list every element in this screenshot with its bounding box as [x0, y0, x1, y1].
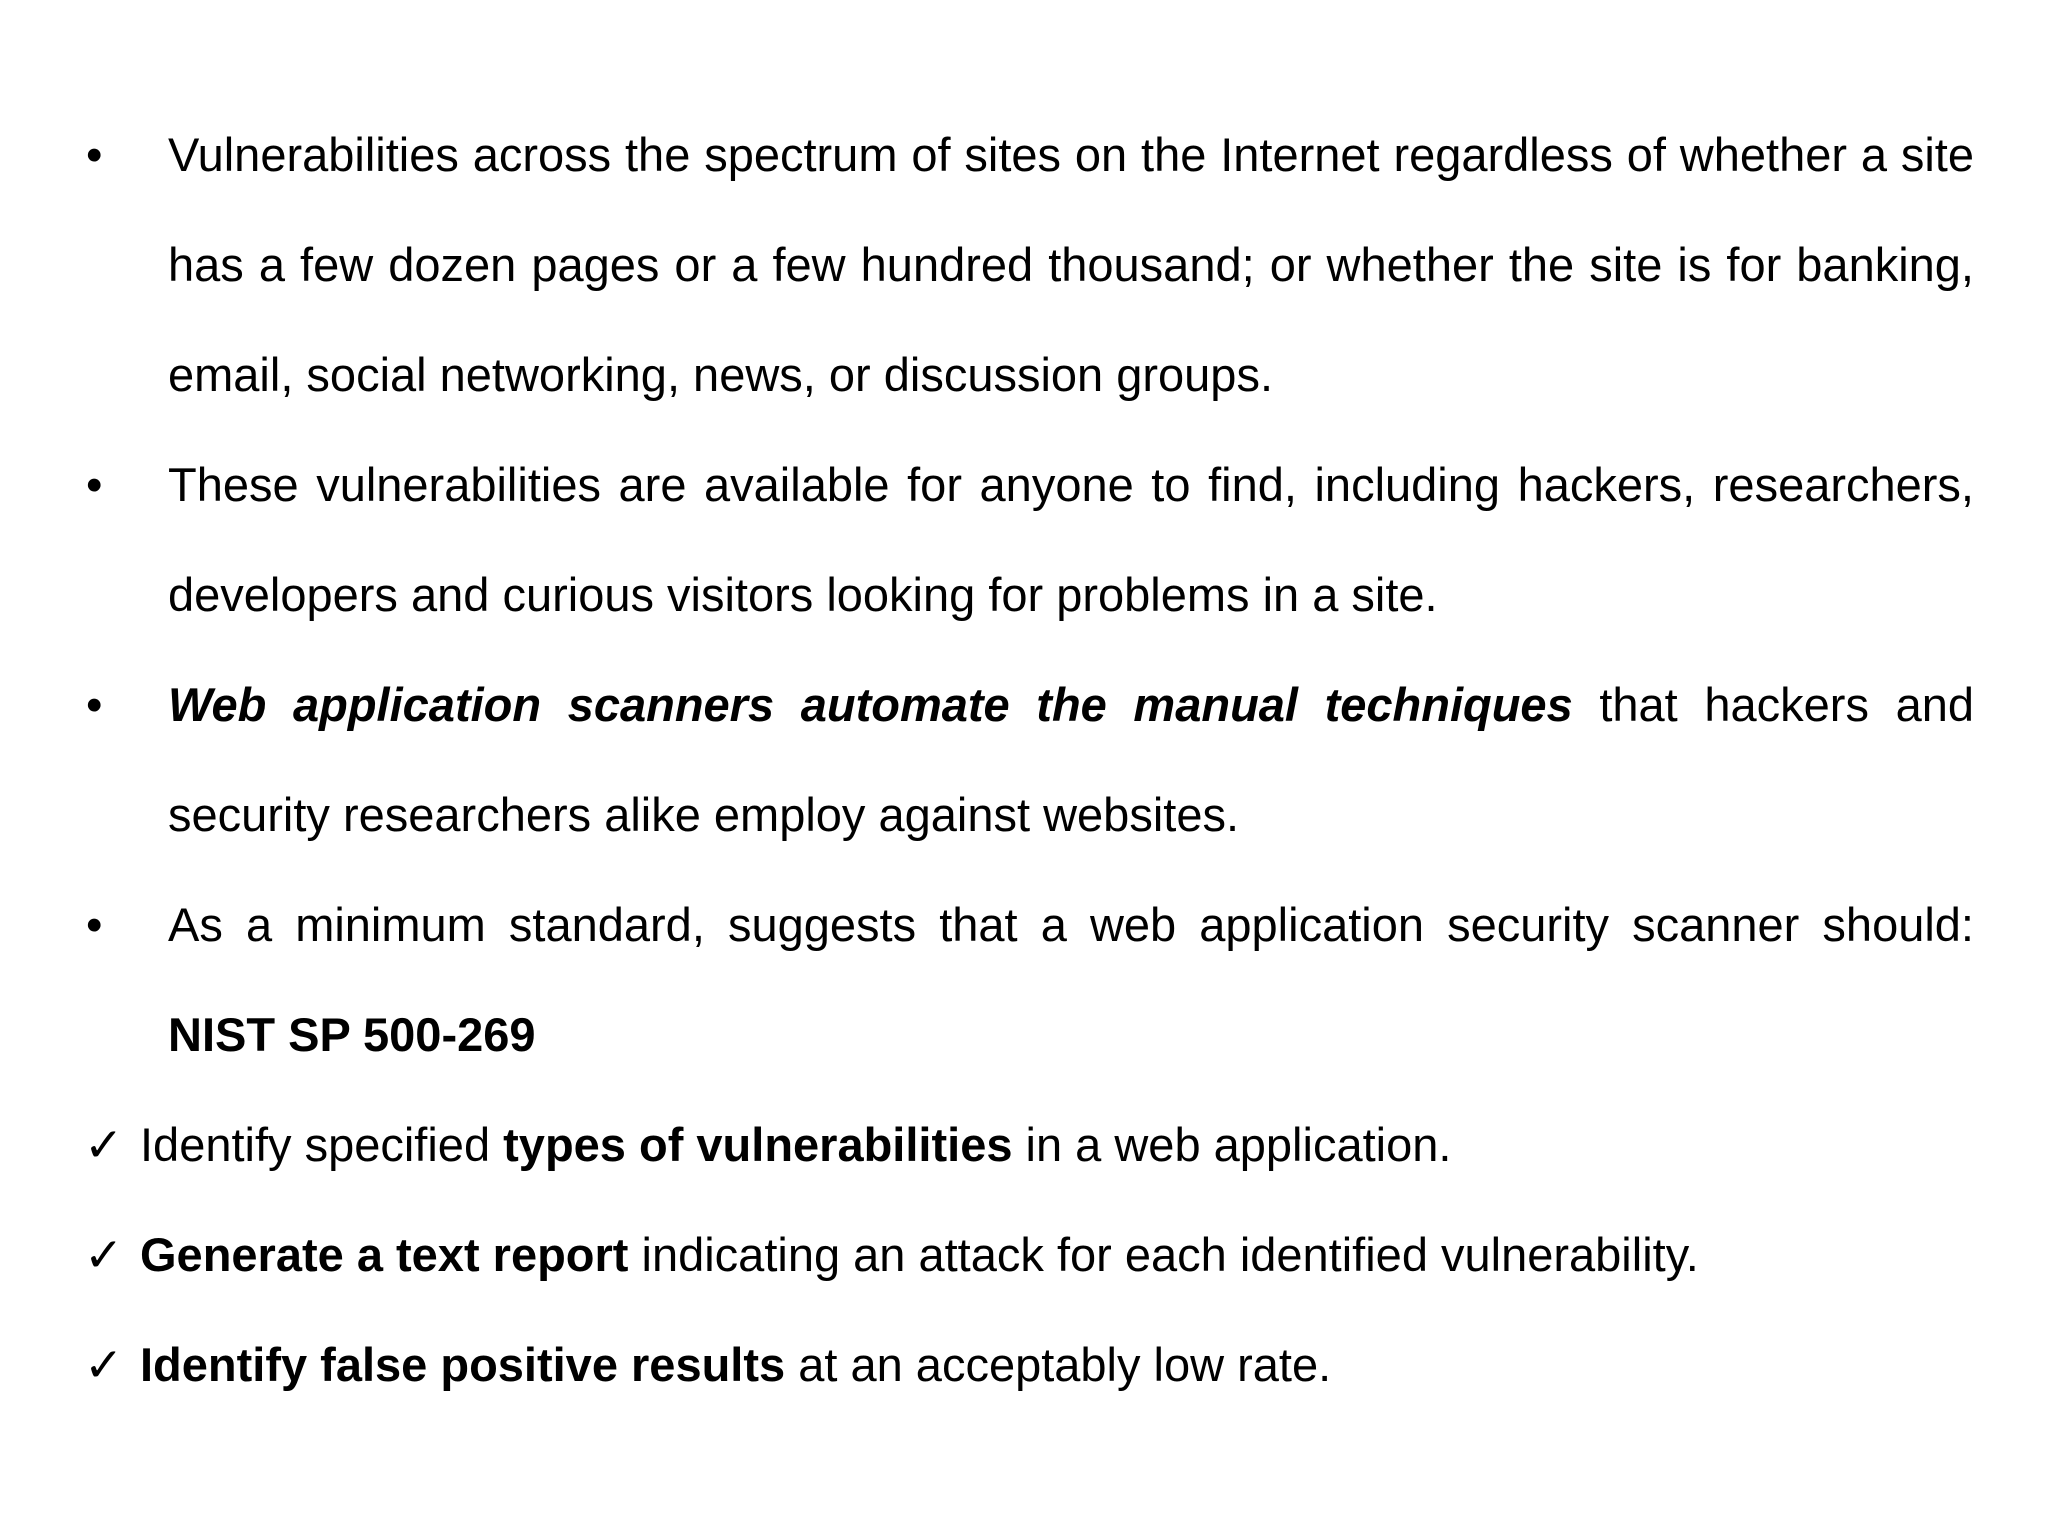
bullet-item: [84, 870, 1974, 1090]
bullet-text: that hackers and security researchers alike employ against websites.: [168, 678, 1974, 841]
bullet-text: Vulnerabilities across the spectrum of sites on the Internet regardless of whether a site has a few dozen pages or a few hundred thousand; or whether the site is for banking, email, social networking, news, or discussion groups.: [168, 128, 1974, 401]
check-icon: ✓: [84, 1338, 124, 1391]
check-text-post: indicating an attack for each identified vulnerability.: [628, 1228, 1699, 1281]
check-text-post: at an acceptably low rate.: [785, 1338, 1332, 1391]
bullet-icon: •: [86, 898, 103, 951]
check-text-strong: types of vulnerabilities: [503, 1118, 1013, 1171]
bullet-text: These vulnerabilities are available for anyone to find, including hackers, researchers, developers and curious visitors looking for problems in a site.: [168, 458, 1974, 621]
check-icon: ✓: [84, 1228, 124, 1281]
bullet-emphasis: Web application scanners automate the manual techniques: [168, 678, 1573, 731]
check-item: [84, 1090, 1974, 1200]
bullet-item: [84, 650, 1974, 870]
bullet-icon: •: [86, 128, 103, 181]
standard-reference: NIST SP 500-269: [168, 1008, 536, 1061]
bullet-icon: •: [86, 458, 103, 511]
bullet-icon: •: [86, 678, 103, 731]
check-text-strong: Generate a text report: [140, 1228, 629, 1281]
check-item: [84, 1200, 1974, 1310]
check-text-post: in a web application.: [1012, 1118, 1452, 1171]
bullet-text: As a minimum standard, suggests that a web application security scanner should:: [168, 898, 1974, 951]
check-text-pre: Identify specified: [140, 1118, 504, 1171]
bullet-item: [84, 100, 1974, 430]
bullet-item: [84, 430, 1974, 650]
check-item: [84, 1310, 1974, 1420]
check-icon: ✓: [84, 1118, 124, 1171]
check-text-strong: Identify false positive results: [140, 1338, 786, 1391]
slide-body: [84, 100, 1974, 1420]
